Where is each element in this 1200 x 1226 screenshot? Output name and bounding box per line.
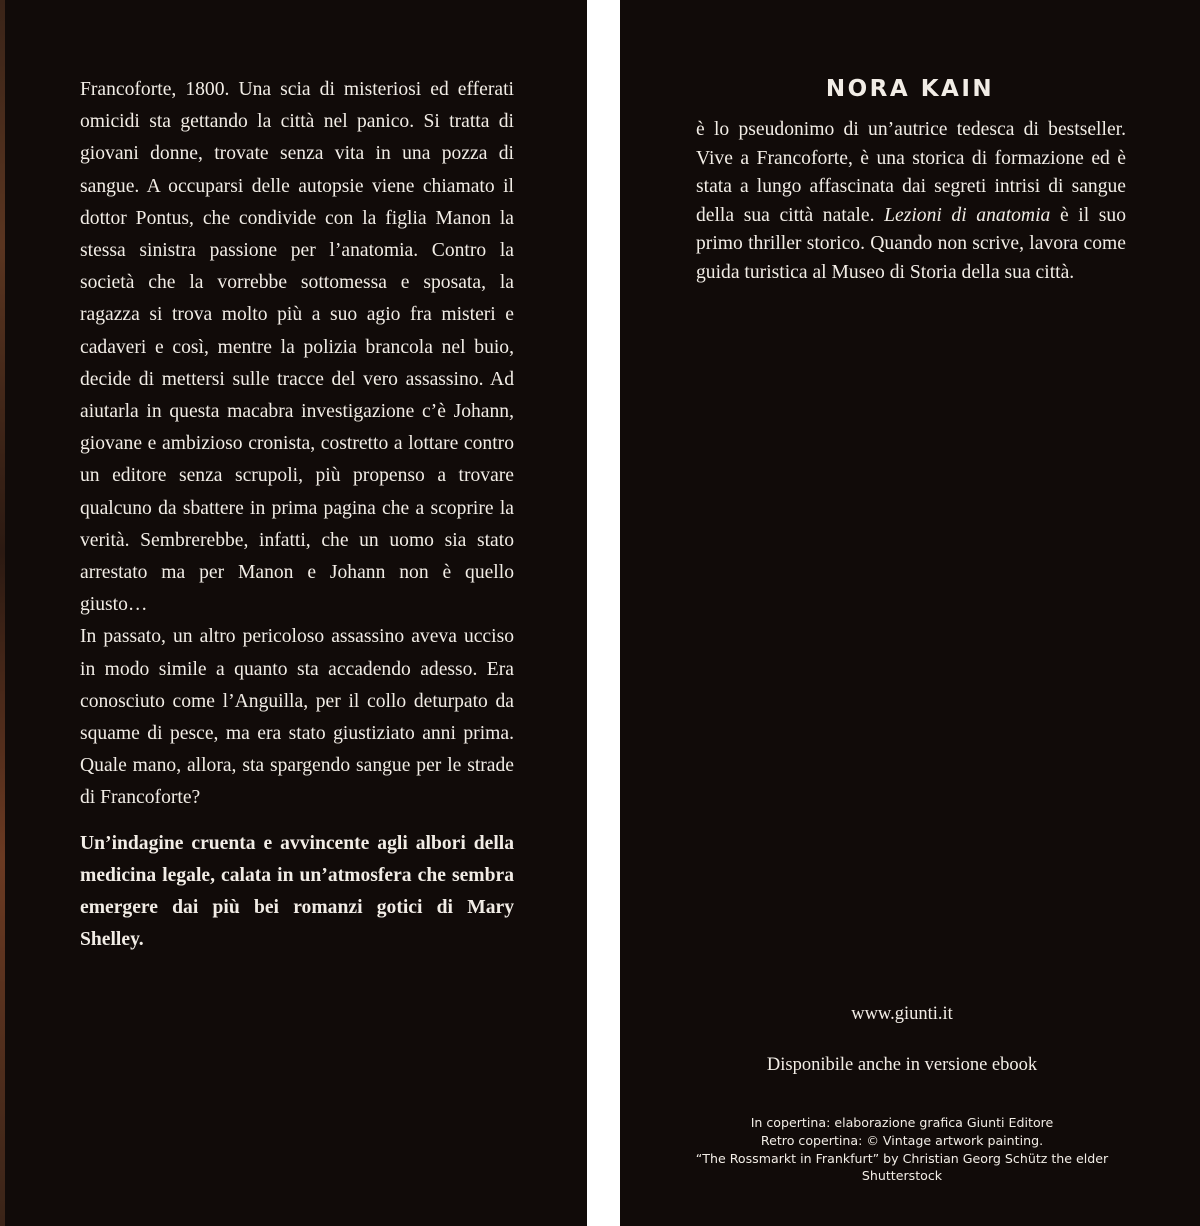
author-name: NORA KAIN [825, 76, 995, 102]
book-title: Lezioni di anatomia [884, 204, 1051, 226]
credit-line-2: Retro copertina: © Vintage artwork painting. [760, 1132, 1044, 1148]
publisher-website: www.giunti.it [851, 1004, 953, 1024]
author-bio-part-1: è lo pseudonimo di un’autrice tedesca di bestseller. Vive a Francoforte, è una storica di formazione ed è stata a lungo affascinata dai segreti intrisi di sangue della sua città natale. [696, 119, 1126, 226]
left-flap [5, 0, 587, 1226]
synopsis-paragraph-1: Francoforte, 1800. Una scia di misteriosi ed efferati omicidi sta gettando la città nel panico. Si tratta di giovani donne, trovate senza vita in una pozza di sangue. A occuparsi delle autopsie viene chiamato il dottor Pontus, che condivide con la figlia Manon la stessa sinistra passione per l’anatomia. Contro la società che la vorrebbe sottomessa e sposata, la ragazza si trova molto più a suo agio fra misteri e cadaveri e così, mentre la polizia brancola nel buio, decide di mettersi sulle tracce del vero assassino. Ad aiutarla in questa macabra investigazione c’è Johann, giovane e ambizioso cronista, costretto a lottare contro un editore senza scrupoli, più propenso a trovare qualcuno da sbattere in prima pagina che a scoprire la verità. Sembrerebbe, infatti, che un uomo sia stato arrestato ma per Manon e Johann non è quello giusto… [80, 79, 514, 616]
author-bio-part-2: è il suo primo thriller storico. Quando non scrive, lavora come guida turistica al Museo di Storia della sua città. [696, 204, 1127, 283]
right-flap [620, 0, 1200, 1226]
credit-line-3: “The Rossmarkt in Frankfurt” by Christian Georg Schütz the elder [695, 1150, 1109, 1166]
synopsis-paragraph-2: In passato, un altro pericoloso assassino aveva ucciso in modo simile a quanto sta accadendo adesso. Era conosciuto come l’Anguilla, per il collo deturpato da squame di pesce, ma era stato giustiziato anni prima. Quale mano, allora, sta spargendo sangue per le strade di Francoforte? [80, 626, 514, 809]
synopsis [80, 74, 514, 956]
ebook-note: Disponibile anche in versione ebook [766, 1055, 1038, 1075]
cover-credits [620, 1114, 1184, 1185]
author-bio [696, 116, 1126, 288]
credit-line-4: Shutterstock [861, 1168, 943, 1184]
tagline: Un’indagine cruenta e avvincente agli albori della medicina legale, calata in un’atmosfera che sembra emergere dai più bei romanzi gotici di Mary Shelley. [80, 832, 514, 951]
credit-line-1: In copertina: elaborazione grafica Giunti Editore [750, 1115, 1054, 1130]
